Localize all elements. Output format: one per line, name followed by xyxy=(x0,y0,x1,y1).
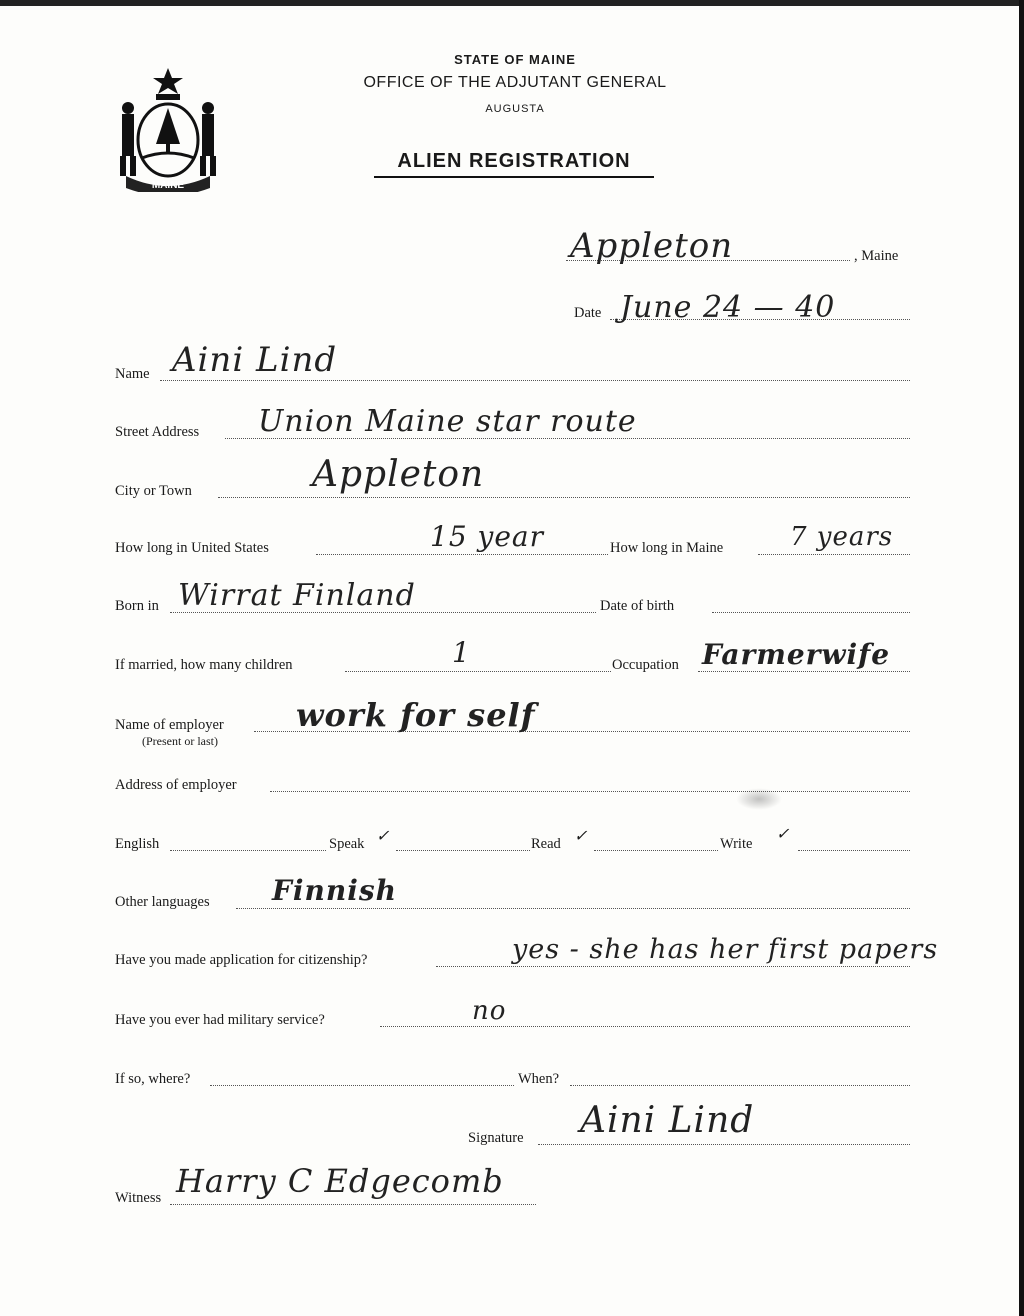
date-field[interactable]: June 24 — 40 xyxy=(620,290,836,325)
maine-label: , Maine xyxy=(854,248,899,264)
how-long-maine-line xyxy=(758,554,910,555)
how-long-maine-label: How long in Maine xyxy=(610,540,724,556)
date-label: Date xyxy=(574,305,602,321)
employer-address-line xyxy=(270,791,910,792)
how-long-us-line xyxy=(316,554,608,555)
employer-address-label: Address of employer xyxy=(115,777,237,793)
city-label: City or Town xyxy=(115,483,192,499)
header-office: OFFICE OF THE ADJUTANT GENERAL xyxy=(363,74,667,91)
how-long-maine-field[interactable]: 7 years xyxy=(790,522,894,552)
read-label: Read xyxy=(531,836,561,852)
occupation-line xyxy=(698,671,910,672)
name-line xyxy=(160,380,910,381)
born-in-label: Born in xyxy=(115,598,159,614)
date-of-birth-line xyxy=(712,612,910,613)
write-label: Write xyxy=(720,836,753,852)
read-check[interactable]: ✓ xyxy=(574,828,588,845)
write-line xyxy=(798,850,910,851)
write-check[interactable]: ✓ xyxy=(776,826,790,843)
signature-label: Signature xyxy=(468,1130,524,1146)
witness-field[interactable]: Harry C Edgecomb xyxy=(176,1162,504,1200)
date-of-birth-label: Date of birth xyxy=(600,598,675,614)
how-long-us-label: How long in United States xyxy=(115,540,269,556)
military-label: Have you ever had military service? xyxy=(115,1012,325,1028)
other-languages-label: Other languages xyxy=(115,894,210,910)
where-line xyxy=(210,1085,514,1086)
ink-smudge xyxy=(736,788,782,810)
employer-note: (Present or last) xyxy=(142,734,218,748)
town-field[interactable]: Appleton xyxy=(570,226,734,266)
where-label: If so, where? xyxy=(115,1071,191,1087)
other-languages-line xyxy=(236,908,910,909)
children-label: If married, how many children xyxy=(115,657,293,673)
military-line xyxy=(380,1026,910,1027)
occupation-field[interactable]: Farmerwife xyxy=(702,638,891,671)
english-line xyxy=(170,850,326,851)
signature-line xyxy=(538,1144,910,1145)
children-line xyxy=(345,671,611,672)
children-field[interactable]: 1 xyxy=(452,636,471,669)
citizenship-line xyxy=(436,966,910,967)
english-label: English xyxy=(115,836,160,852)
street-field[interactable]: Union Maine star route xyxy=(258,404,637,439)
header-city: AUGUSTA xyxy=(485,103,545,115)
born-in-field[interactable]: Wirrat Finland xyxy=(178,578,416,613)
witness-label: Witness xyxy=(115,1190,162,1206)
scan-edge-top xyxy=(0,0,1024,6)
citizenship-label: Have you made application for citizenship? xyxy=(115,952,368,968)
speak-check[interactable]: ✓ xyxy=(376,828,390,845)
signature-field[interactable]: Aini Lind xyxy=(580,1100,755,1141)
how-long-us-field[interactable]: 15 year xyxy=(430,520,544,553)
employer-field[interactable]: work for self xyxy=(296,696,536,734)
title-underline xyxy=(374,176,654,178)
name-label: Name xyxy=(115,366,150,382)
state-seal-icon xyxy=(112,64,224,192)
witness-line xyxy=(170,1204,536,1205)
when-line xyxy=(570,1085,910,1086)
seal-banner-text: MAINE xyxy=(151,180,185,191)
military-field[interactable]: no xyxy=(472,996,507,1026)
employer-label: Name of employer xyxy=(115,717,224,733)
citizenship-field[interactable]: yes - she has her first papers xyxy=(512,934,939,965)
speak-line xyxy=(396,850,530,851)
when-label: When? xyxy=(518,1071,560,1087)
form-title: ALIEN REGISTRATION xyxy=(397,150,631,172)
name-field[interactable]: Aini Lind xyxy=(172,340,338,380)
street-label: Street Address xyxy=(115,424,200,440)
scan-edge-right xyxy=(1019,0,1024,1316)
speak-label: Speak xyxy=(329,836,365,852)
header-state: STATE OF MAINE xyxy=(454,52,576,67)
city-field[interactable]: Appleton xyxy=(312,454,485,495)
city-line xyxy=(218,497,910,498)
read-line xyxy=(594,850,718,851)
other-languages-field[interactable]: Finnish xyxy=(272,874,397,907)
occupation-label: Occupation xyxy=(612,657,679,673)
